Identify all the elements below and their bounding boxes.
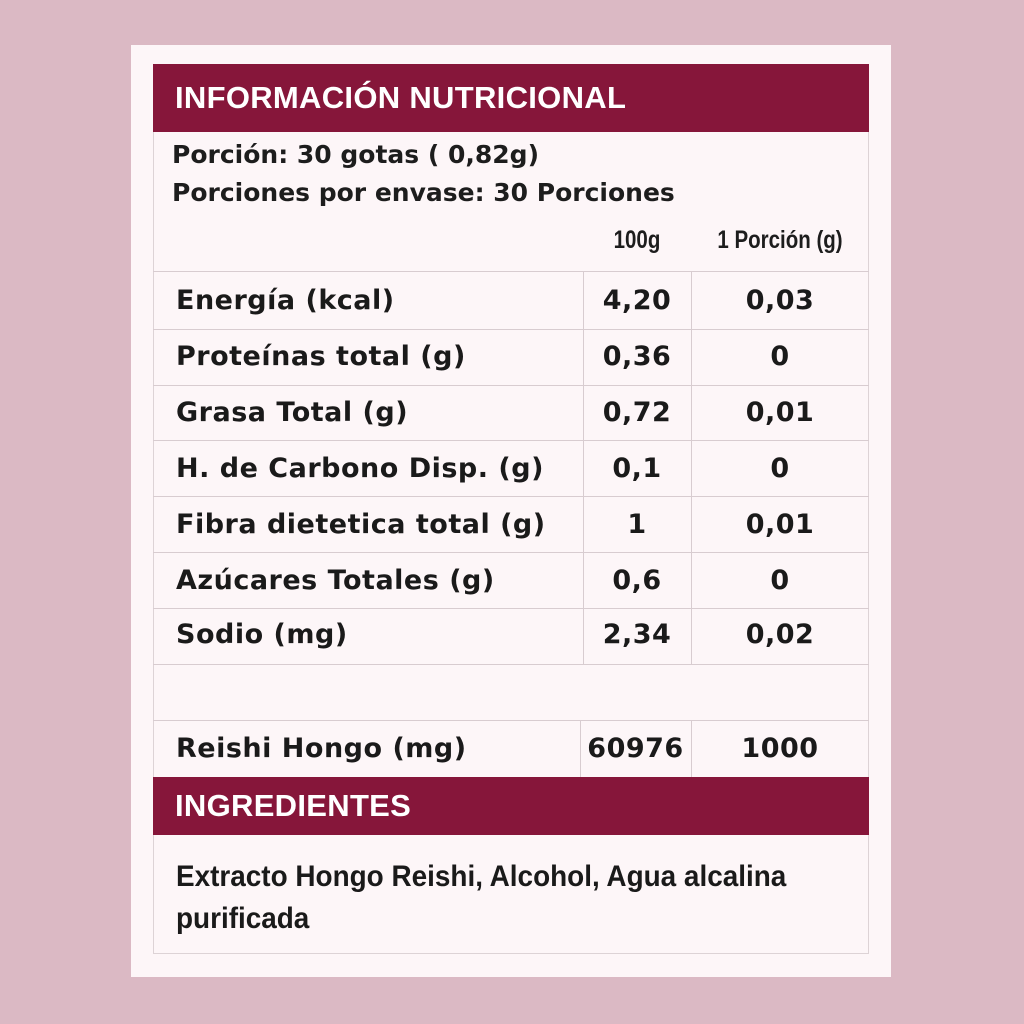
column-header-portion: 1 Porción (g) — [717, 226, 843, 254]
table-row — [153, 721, 869, 777]
value-portion: 0 — [770, 565, 790, 596]
value-100g: 0,72 — [602, 397, 672, 428]
value-portion: 0,03 — [745, 285, 815, 316]
nutrient-label: Proteínas total (g) — [176, 341, 466, 372]
value-portion: 1000 — [741, 733, 819, 764]
nutrient-label: Energía (kcal) — [176, 285, 395, 316]
table-row — [153, 385, 869, 441]
value-portion: 0,01 — [745, 397, 815, 428]
value-portion: 0 — [770, 341, 790, 372]
value-100g: 60976 — [587, 733, 684, 764]
value-portion: 0 — [770, 453, 790, 484]
table-divider — [153, 664, 869, 665]
value-100g: 4,20 — [602, 285, 672, 316]
nutrient-label: Fibra dietetica total (g) — [176, 509, 546, 540]
value-portion: 0,01 — [745, 509, 815, 540]
table-row — [153, 497, 869, 553]
column-header-100g: 100g — [613, 226, 661, 254]
nutrient-label: H. de Carbono Disp. (g) — [176, 453, 544, 484]
value-portion: 0,02 — [745, 619, 815, 650]
nutrition-header: INFORMACIÓN NUTRICIONAL — [153, 64, 869, 132]
nutrient-label: Sodio (mg) — [176, 619, 348, 650]
table-row — [153, 329, 869, 385]
nutrient-label: Azúcares Totales (g) — [176, 565, 495, 596]
value-100g: 0,36 — [602, 341, 672, 372]
value-100g: 1 — [627, 509, 647, 540]
value-100g: 0,1 — [612, 453, 662, 484]
value-100g: 2,34 — [602, 619, 672, 650]
table-row — [153, 273, 869, 329]
ingredients-header: INGREDIENTES — [153, 777, 869, 835]
table-row — [153, 553, 869, 609]
table-row — [153, 441, 869, 497]
table-row — [153, 607, 869, 663]
table-divider — [153, 271, 869, 272]
portions-per-container: Porciones por envase: 30 Porciones — [172, 178, 675, 207]
ingredients-text: Extracto Hongo Reishi, Alcohol, Agua alcalina purificada — [176, 860, 787, 935]
nutrient-label: Grasa Total (g) — [176, 397, 409, 428]
value-100g: 0,6 — [612, 565, 662, 596]
portion-size: Porción: 30 gotas ( 0,82g) — [172, 140, 539, 169]
nutrient-label: Reishi Hongo (mg) — [176, 733, 467, 764]
